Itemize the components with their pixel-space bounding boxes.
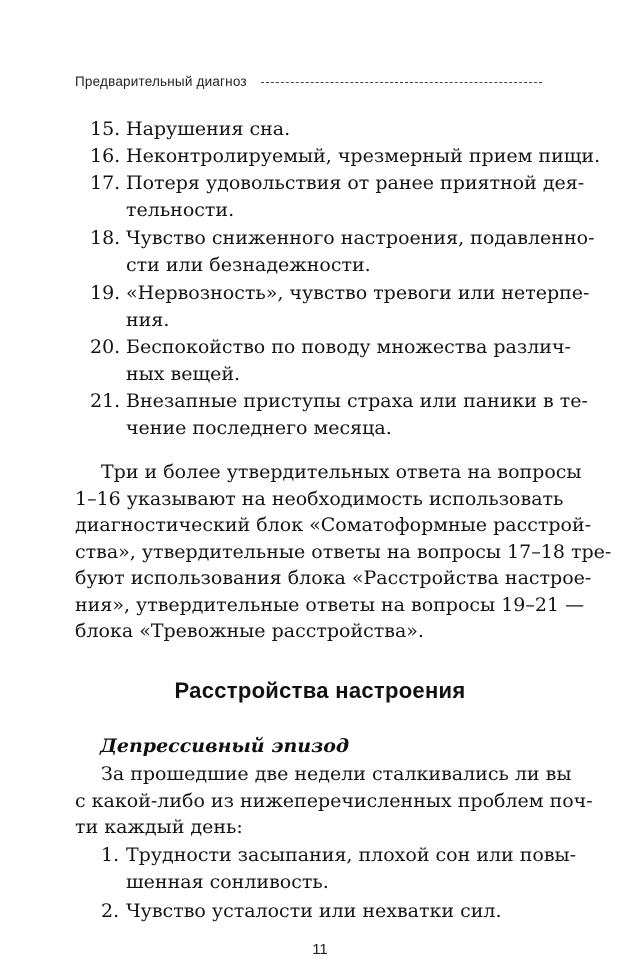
paragraph-line: 1–16 указывают на необходимость использовать xyxy=(75,487,564,510)
list-item-text xyxy=(126,116,540,143)
running-head xyxy=(75,74,542,89)
running-head-title: Предварительный диагноз xyxy=(75,74,247,89)
subsection-heading: Депрессивный эпизод xyxy=(100,735,350,757)
list-item-number: 19. xyxy=(90,282,121,304)
paragraph-line: блока «Тревожные расстройства». xyxy=(75,620,424,642)
paragraph-line: с какой-либо из нижеперечисленных проблем поч- xyxy=(75,789,593,812)
list-item-number: 2. xyxy=(101,900,120,922)
paragraph-line: ства», утвердительные ответы на вопросы 17–18 тре- xyxy=(75,540,612,563)
list-item-line: сти или безнадежности. xyxy=(126,253,371,276)
paragraph-line: За прошедшие две недели сталкивались ли вы xyxy=(101,763,572,785)
paragraph-line: Три и более утвердительных ответа на вопросы xyxy=(101,461,582,483)
list-item-text xyxy=(126,143,601,170)
page-number: 11 xyxy=(312,941,328,958)
list-item-line: Трудности засыпания, плохой сон или повы- xyxy=(126,844,577,866)
list-item-line: Внезапные приступы страха или паники в те- xyxy=(126,390,588,412)
list-item-line: «Нервозность», чувство тревоги или нетерпе- xyxy=(126,282,590,304)
list-item-number: 17. xyxy=(90,172,121,194)
paragraph-line: ния», утвердительные ответы на вопросы 19–21 — xyxy=(75,593,585,616)
list-item-number: 21. xyxy=(90,390,121,412)
list-item-text xyxy=(126,898,540,925)
list-item-line: Чувство усталости или нехватки сил. xyxy=(126,900,502,922)
list-item-text xyxy=(126,842,577,895)
list-item-line: ных вещей. xyxy=(126,362,241,385)
list-item-number: 1. xyxy=(101,844,120,866)
summary-paragraph xyxy=(75,459,612,645)
list-item-number: 20. xyxy=(90,336,121,358)
paragraph-line: буют использования блока «Расстройства настрое- xyxy=(75,567,592,589)
list-item-line: тельности. xyxy=(126,198,235,221)
list-item-number: 15. xyxy=(90,118,121,140)
list-item-line: Чувство сниженного настроения, подавленно- xyxy=(126,227,595,249)
intro-paragraph xyxy=(75,761,593,841)
list-item-text xyxy=(126,280,590,333)
list-item-line: Потеря удовольствия от ранее приятной дея- xyxy=(126,172,585,194)
list-item-number: 16. xyxy=(90,145,121,167)
list-item-line: Нарушения сна. xyxy=(126,118,291,140)
list-item-line: ния. xyxy=(126,308,170,331)
list-item-text xyxy=(126,170,585,223)
paragraph-line: диагностический блок «Соматоформные расстрой- xyxy=(75,514,592,536)
list-item-line: шенная сонливость. xyxy=(126,870,329,893)
running-head-rule xyxy=(261,82,542,83)
list-item-text xyxy=(126,225,595,278)
list-item-number: 18. xyxy=(90,227,121,249)
list-item-line: Неконтролируемый, чрезмерный прием пищи. xyxy=(126,145,601,167)
list-item-line: Беспокойство по поводу множества различ- xyxy=(126,336,571,358)
paragraph-line: ти каждый день: xyxy=(75,816,243,838)
list-item-line: чение последнего месяца. xyxy=(126,416,392,439)
list-item-text xyxy=(126,334,571,387)
list-item-text xyxy=(126,388,588,441)
section-heading: Расстройства настроения xyxy=(174,678,466,703)
